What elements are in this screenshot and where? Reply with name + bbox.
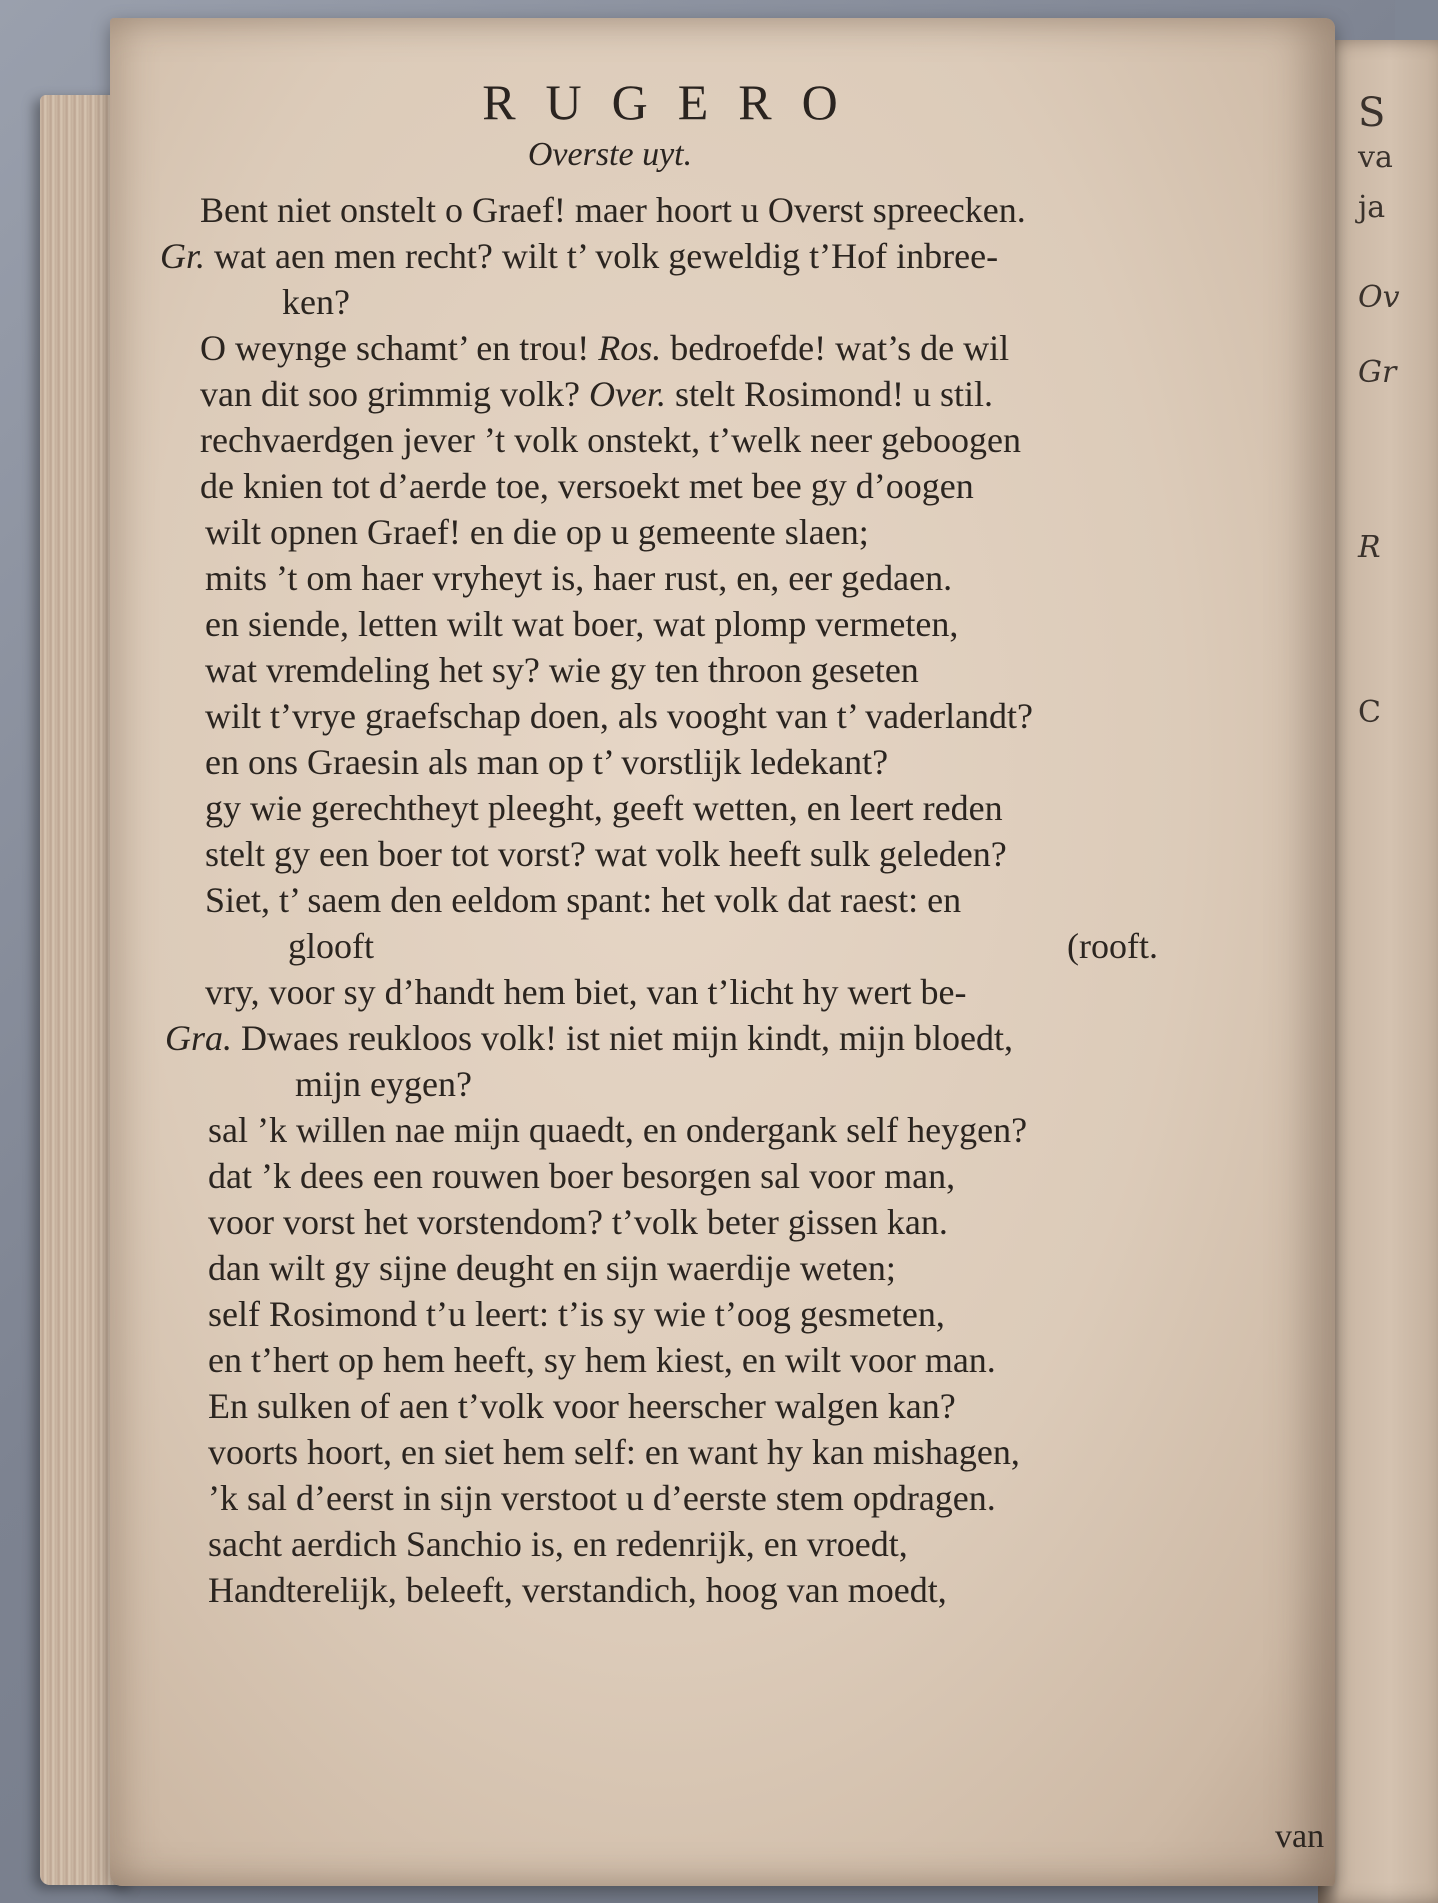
facing-page-fragment: R <box>1358 530 1381 565</box>
verse-line: dat ’k dees een rouwen boer besorgen sal voor man, <box>208 1156 956 1196</box>
catchword: van <box>1275 1818 1325 1855</box>
speaker-label: Over. <box>588 374 666 414</box>
verse-line: vry, voor sy d’handt hem biet, van t’licht hy wert be- <box>205 972 967 1012</box>
verse-turnover: (rooft. <box>1067 926 1158 966</box>
verse-line: sacht aerdich Sanchio is, en redenrijk, en vroedt, <box>208 1524 908 1564</box>
verse-line: en t’hert op hem heeft, sy hem kiest, en wilt voor man. <box>208 1340 996 1380</box>
verse-line: dan wilt gy sijne deught en sijn waerdije weten; <box>208 1248 896 1288</box>
verse-line: wilt t’vrye graefschap doen, als vooght van t’ vaderlandt? <box>205 696 1034 736</box>
verse-line: Gra. Dwaes reukloos volk! ist niet mijn kindt, mijn bloedt, <box>165 1018 1013 1058</box>
verse-line: Gr. wat aen men recht? wilt t’ volk geweldig t’Hof inbree- <box>160 236 999 276</box>
speaker-label: Gr. <box>160 236 206 276</box>
verse-line: O weynge schamt’ en trou! Ros. bedroefde! wat’s de wil <box>200 328 1010 368</box>
verse-line: rechvaerdgen jever ’t volk onstekt, t’welk neer geboogen <box>200 420 1022 460</box>
running-title: RUGERO <box>482 74 868 130</box>
verse-line: mits ’t om haer vryheyt is, haer rust, en, eer gedaen. <box>205 558 953 598</box>
stage-direction: Overste uyt. <box>527 136 693 173</box>
verse-line: voorts hoort, en siet hem self: en want hy kan mishagen, <box>208 1432 1020 1472</box>
verse-line: sal ’k willen nae mijn quaedt, en ondergank self heygen? <box>208 1110 1028 1150</box>
verse-line: ’k sal d’eerst in sijn verstoot u d’eerste stem opdragen. <box>208 1478 996 1518</box>
verse-line: mijn eygen? <box>295 1064 472 1104</box>
verse-line: gy wie gerechtheyt pleeght, geeft wetten, en leert reden <box>205 788 1003 828</box>
facing-page-fragment: ja <box>1358 190 1386 225</box>
verse-line: en ons Graesin als man op t’ vorstlijk ledekant? <box>205 742 889 782</box>
facing-page <box>1318 40 1438 1903</box>
speaker-label: Gra. <box>165 1018 233 1058</box>
verse-line: Handterelijk, beleeft, verstandich, hoog van moedt, <box>208 1570 947 1610</box>
verse-line: En sulken of aen t’volk voor heerscher walgen kan? <box>208 1386 956 1426</box>
book-page <box>110 18 1335 1886</box>
speaker-label: Ros. <box>598 328 662 368</box>
verse-line: stelt gy een boer tot vorst? wat volk heeft sulk geleden? <box>205 834 1007 874</box>
verse-line: Siet, t’ saem den eeldom spant: het volk dat raest: en <box>205 880 962 920</box>
verse-line: glooft (rooft. <box>288 926 1158 966</box>
verse-line: de knien tot d’aerde toe, versoekt met bee gy d’oogen <box>200 466 974 506</box>
verse-line: self Rosimond t’u leert: t’is sy wie t’oog gesmeten, <box>208 1294 945 1334</box>
facing-page-fragment: S <box>1358 90 1386 136</box>
verse-line: ken? <box>282 282 350 322</box>
verse-line: voor vorst het vorstendom? t’volk beter gissen kan. <box>208 1202 948 1242</box>
facing-page-fragment: Ov <box>1358 280 1400 315</box>
verse-line: wat vremdeling het sy? wie gy ten throon geseten <box>205 650 919 690</box>
verse-line: en siende, letten wilt wat boer, wat plomp vermeten, <box>205 604 959 644</box>
facing-page-fragment: Gr <box>1358 355 1397 390</box>
verse-line: van dit soo grimmig volk? Over. stelt Rosimond! u stil. <box>200 374 993 414</box>
verse-line: Bent niet onstelt o Graef! maer hoort u Overst spreecken. <box>200 190 1026 230</box>
verse-line: wilt opnen Graef! en die op u gemeente slaen; <box>205 512 869 552</box>
facing-page-fragment: va <box>1358 140 1393 175</box>
facing-page-fragment: C <box>1358 695 1381 730</box>
